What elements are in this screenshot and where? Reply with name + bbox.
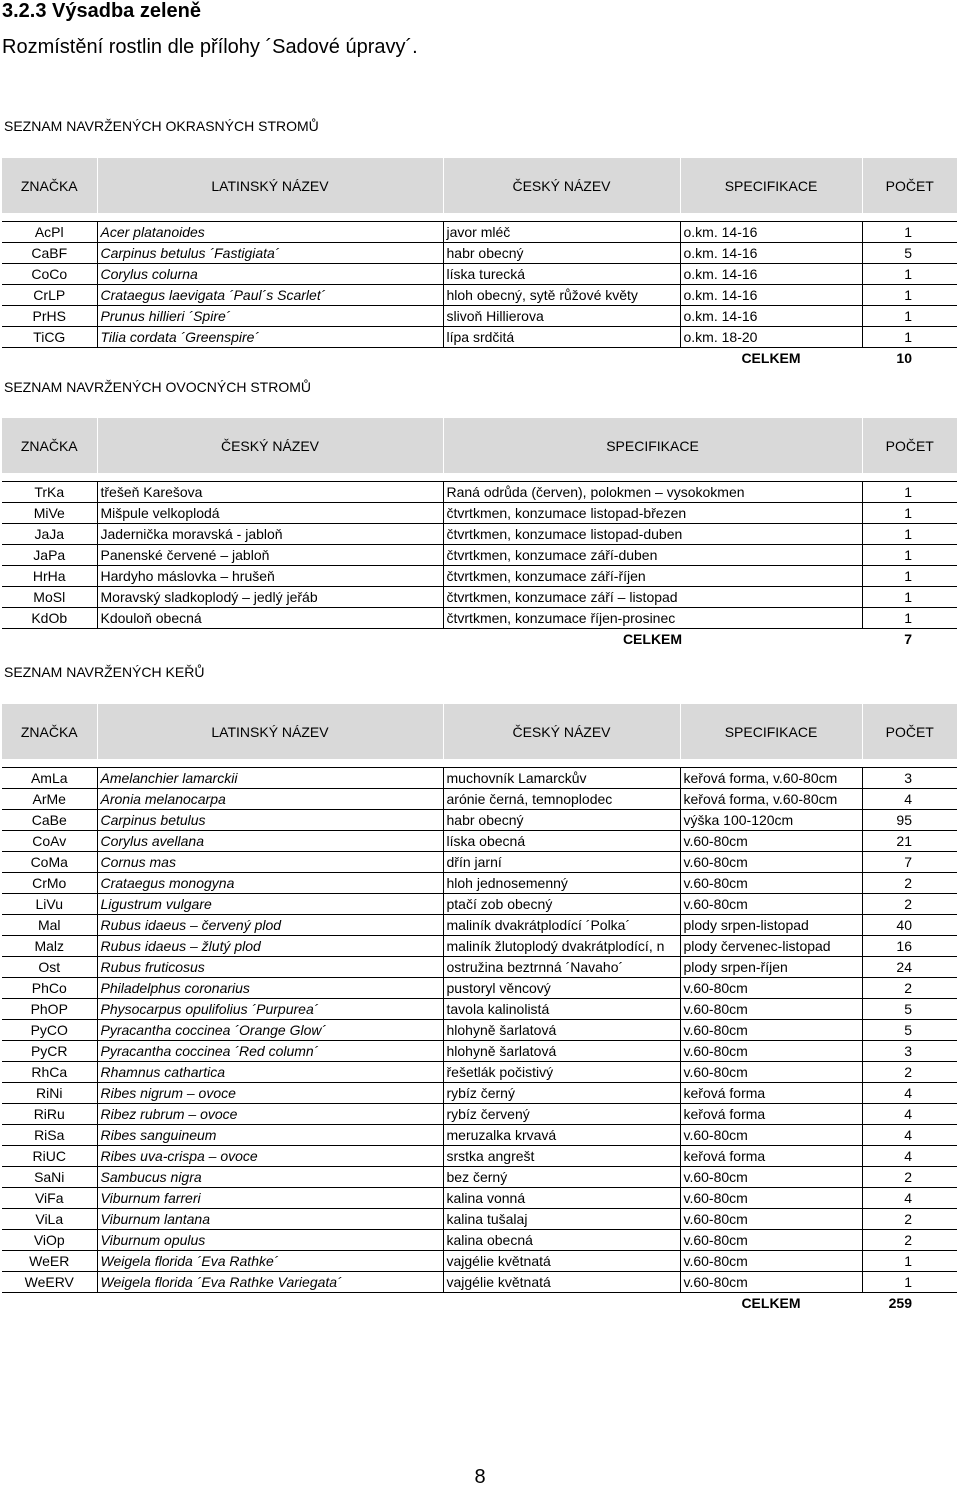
table-row (2, 1209, 957, 1230)
table-cell: Kdouloň obecná (97, 608, 443, 629)
table-cell: Ribes uva-crispa – ovoce (97, 1146, 443, 1167)
table-row (2, 894, 957, 915)
table-cell: PyCO (2, 1020, 97, 1041)
column-header: ZNAČKA (2, 158, 97, 213)
table-cell: Crataegus monogyna (97, 873, 443, 894)
table-cell: ArMe (2, 789, 97, 810)
column-header: LATINSKÝ NÁZEV (97, 158, 443, 213)
table-cell: v.60-80cm (680, 1188, 862, 1209)
table-header-row (2, 704, 957, 759)
table-cell: 4 (862, 1188, 957, 1209)
table-cell: Ribez rubrum – ovoce (97, 1104, 443, 1125)
shrubs-table (2, 704, 957, 1313)
table-cell: 5 (862, 999, 957, 1020)
table-cell: 2 (862, 894, 957, 915)
trees-title: SEZNAM NAVRŽENÝCH OKRASNÝCH STROMŮ (4, 118, 319, 134)
table-cell: v.60-80cm (680, 1041, 862, 1062)
table-header-row (2, 158, 957, 213)
table-cell: kalina tušalaj (443, 1209, 680, 1230)
section-subheading: Rozmístění rostlin dle přílohy ´Sadové úpravy´. (2, 36, 418, 58)
table-cell: keřová forma, v.60-80cm (680, 789, 862, 810)
section-heading: 3.2.3 Výsadba zeleně (2, 0, 202, 22)
table-cell: Sambucus nigra (97, 1167, 443, 1188)
table-cell: vajgélie květnatá (443, 1272, 680, 1293)
table-cell: KdOb (2, 608, 97, 629)
table-cell: 1 (862, 306, 957, 327)
table-cell: MiVe (2, 503, 97, 524)
table-cell: SaNi (2, 1167, 97, 1188)
table-cell: v.60-80cm (680, 1062, 862, 1083)
table-cell: tavola kalinolistá (443, 999, 680, 1020)
empty-cell (443, 1293, 680, 1314)
table-cell: keřová forma, v.60-80cm (680, 768, 862, 789)
table-cell: kalina obecná (443, 1230, 680, 1251)
table-cell: 4 (862, 1083, 957, 1104)
table-cell: v.60-80cm (680, 1125, 862, 1146)
total-row (2, 629, 957, 650)
table-row (2, 1251, 957, 1272)
table-cell: CrMo (2, 873, 97, 894)
column-header: POČET (862, 418, 957, 473)
fruit-title: SEZNAM NAVRŽENÝCH OVOCNÝCH STROMŮ (4, 379, 311, 395)
table-row (2, 222, 957, 243)
total-value: 259 (888, 1295, 912, 1311)
table-cell: CoAv (2, 831, 97, 852)
table-cell: Rubus fruticosus (97, 957, 443, 978)
table-cell: 1 (862, 1272, 957, 1293)
table-cell: Crataegus laevigata ´Paul´s Scarlet´ (97, 285, 443, 306)
table-cell: 2 (862, 978, 957, 999)
column-header: ČESKÝ NÁZEV (443, 158, 680, 213)
table-row (2, 566, 957, 587)
table-row (2, 1062, 957, 1083)
spacer-row (2, 213, 957, 222)
table-cell: 1 (862, 587, 957, 608)
table-cell: v.60-80cm (680, 999, 862, 1020)
table-cell: 1 (862, 524, 957, 545)
table-cell: Cornus mas (97, 852, 443, 873)
table-cell: vajgélie květnatá (443, 1251, 680, 1272)
table-cell: habr obecný (443, 810, 680, 831)
table-cell: muchovník Lamarckův (443, 768, 680, 789)
table-cell: 3 (862, 768, 957, 789)
table-cell: srstka angrešt (443, 1146, 680, 1167)
spacer-cell (2, 759, 957, 768)
empty-cell (97, 348, 443, 369)
table-cell: Weigela florida ´Eva Rathke´ (97, 1251, 443, 1272)
empty-cell (2, 1293, 97, 1314)
table-cell: o.km. 14-16 (680, 222, 862, 243)
table-cell: WeERV (2, 1272, 97, 1293)
table-cell: JaJa (2, 524, 97, 545)
table-cell: Rubus idaeus – červený plod (97, 915, 443, 936)
total-row (2, 348, 957, 369)
empty-cell (2, 348, 97, 369)
table-cell: 7 (862, 852, 957, 873)
table-row (2, 327, 957, 348)
table-cell: v.60-80cm (680, 1209, 862, 1230)
table-row (2, 1146, 957, 1167)
table-cell: TiCG (2, 327, 97, 348)
table-cell: PhCo (2, 978, 97, 999)
table-row (2, 936, 957, 957)
table-cell: Ribes nigrum – ovoce (97, 1083, 443, 1104)
table-cell: 2 (862, 1167, 957, 1188)
table-cell: TrKa (2, 482, 97, 503)
table-row (2, 915, 957, 936)
table-row (2, 873, 957, 894)
trees-table (2, 158, 957, 368)
table-cell: v.60-80cm (680, 1230, 862, 1251)
table-cell: Viburnum opulus (97, 1230, 443, 1251)
table-cell: líska obecná (443, 831, 680, 852)
table-cell: Prunus hillieri ´Spire´ (97, 306, 443, 327)
table-cell: kalina vonná (443, 1188, 680, 1209)
empty-cell (2, 629, 97, 650)
table-cell: plody srpen-listopad (680, 915, 862, 936)
table-cell: Corylus colurna (97, 264, 443, 285)
table-cell: Acer platanoides (97, 222, 443, 243)
table-row (2, 306, 957, 327)
table-cell: habr obecný (443, 243, 680, 264)
table-cell: plody srpen-říjen (680, 957, 862, 978)
table-row (2, 1083, 957, 1104)
table-cell: čtvrtkmen, konzumace listopad-duben (443, 524, 862, 545)
table-cell: PyCR (2, 1041, 97, 1062)
table-cell: Moravský sladkoplodý – jedlý jeřáb (97, 587, 443, 608)
table-cell: ptačí zob obecný (443, 894, 680, 915)
table-cell: čtvrtkmen, konzumace listopad-březen (443, 503, 862, 524)
total-row (2, 1293, 957, 1314)
table-cell: ostružina beztrnná ´Navaho´ (443, 957, 680, 978)
table-cell: CoCo (2, 264, 97, 285)
table-cell: Carpinus betulus ´Fastigiata´ (97, 243, 443, 264)
table-cell: v.60-80cm (680, 978, 862, 999)
table-cell: RiRu (2, 1104, 97, 1125)
table-cell: Carpinus betulus (97, 810, 443, 831)
table-row (2, 810, 957, 831)
table-cell: keřová forma (680, 1083, 862, 1104)
table-cell: Philadelphus coronarius (97, 978, 443, 999)
table-cell: Aronia melanocarpa (97, 789, 443, 810)
table-cell: arónie černá, temnoplodec (443, 789, 680, 810)
table-cell: RiSa (2, 1125, 97, 1146)
table-cell: v.60-80cm (680, 1020, 862, 1041)
table-cell: Pyracantha coccinea ´Orange Glow´ (97, 1020, 443, 1041)
table-cell: 4 (862, 1125, 957, 1146)
table-cell: Corylus avellana (97, 831, 443, 852)
table-cell: řešetlák počistivý (443, 1062, 680, 1083)
table-cell: třešeň Karešova (97, 482, 443, 503)
column-header: ZNAČKA (2, 418, 97, 473)
table-cell: RhCa (2, 1062, 97, 1083)
table-row (2, 608, 957, 629)
table-cell: 95 (862, 810, 957, 831)
table-cell: CaBF (2, 243, 97, 264)
table-cell: CrLP (2, 285, 97, 306)
table-cell: 4 (862, 1104, 957, 1125)
table-row (2, 264, 957, 285)
table-cell: 1 (862, 482, 957, 503)
table-cell: v.60-80cm (680, 831, 862, 852)
table-cell: Viburnum lantana (97, 1209, 443, 1230)
table-cell: v.60-80cm (680, 1167, 862, 1188)
table-cell: Rhamnus cathartica (97, 1062, 443, 1083)
table-cell: 2 (862, 1230, 957, 1251)
table-row (2, 789, 957, 810)
table-cell: Panenské červené – jabloň (97, 545, 443, 566)
column-header: LATINSKÝ NÁZEV (97, 704, 443, 759)
table-cell: ViFa (2, 1188, 97, 1209)
table-cell: Viburnum farreri (97, 1188, 443, 1209)
table-cell: v.60-80cm (680, 852, 862, 873)
table-cell: 5 (862, 243, 957, 264)
table-cell: v.60-80cm (680, 1251, 862, 1272)
table-cell: RiUC (2, 1146, 97, 1167)
table-cell: čtvrtkmen, konzumace září-duben (443, 545, 862, 566)
table-row (2, 587, 957, 608)
column-header: SPECIFIKACE (443, 418, 862, 473)
table-cell: Hardyho máslovka – hrušeň (97, 566, 443, 587)
empty-cell (97, 629, 443, 650)
table-cell: 16 (862, 936, 957, 957)
table-cell: 3 (862, 1041, 957, 1062)
table-cell: HrHa (2, 566, 97, 587)
table-row (2, 1125, 957, 1146)
table-cell: AmLa (2, 768, 97, 789)
table-cell: Weigela florida ´Eva Rathke Variegata´ (97, 1272, 443, 1293)
table-row (2, 1104, 957, 1125)
table-cell: CaBe (2, 810, 97, 831)
table-row (2, 482, 957, 503)
table-cell: čtvrtkmen, konzumace září – listopad (443, 587, 862, 608)
table-cell: Ligustrum vulgare (97, 894, 443, 915)
table-cell: čtvrtkmen, konzumace říjen-prosinec (443, 608, 862, 629)
table-cell: ViOp (2, 1230, 97, 1251)
table-cell: hloh jednosemenný (443, 873, 680, 894)
table-row (2, 1167, 957, 1188)
table-cell: plody červenec-listopad (680, 936, 862, 957)
table-cell: hloh obecný, sytě růžové květy (443, 285, 680, 306)
column-header: POČET (862, 704, 957, 759)
page-number: 8 (474, 1466, 486, 1488)
table-row (2, 999, 957, 1020)
fruit-table (2, 418, 957, 649)
table-cell: Amelanchier lamarckii (97, 768, 443, 789)
table-cell: 1 (862, 285, 957, 306)
table-cell: výška 100-120cm (680, 810, 862, 831)
table-row (2, 852, 957, 873)
table-row (2, 545, 957, 566)
table-cell: o.km. 14-16 (680, 264, 862, 285)
table-cell: maliník žlutoplodý dvakrátplodící, n (443, 936, 680, 957)
table-cell: Jadernička moravská - jabloň (97, 524, 443, 545)
table-cell: Mal (2, 915, 97, 936)
table-cell: RiNi (2, 1083, 97, 1104)
table-cell: v.60-80cm (680, 1272, 862, 1293)
table-cell: Malz (2, 936, 97, 957)
table-cell: 1 (862, 1251, 957, 1272)
table-cell: maliník dvakrátplodící ´Polka´ (443, 915, 680, 936)
total-label: CELKEM (741, 1295, 801, 1311)
table-row (2, 1230, 957, 1251)
table-cell: o.km. 14-16 (680, 285, 862, 306)
table-cell: hlohyně šarlatová (443, 1041, 680, 1062)
table-cell: lípa srdčitá (443, 327, 680, 348)
table-cell: PrHS (2, 306, 97, 327)
table-cell: 1 (862, 608, 957, 629)
table-cell: čtvrtkmen, konzumace září-říjen (443, 566, 862, 587)
table-cell: CoMa (2, 852, 97, 873)
table-row (2, 524, 957, 545)
table-cell: pustoryl věncový (443, 978, 680, 999)
total-label: CELKEM (741, 350, 801, 366)
column-header: POČET (862, 158, 957, 213)
table-row (2, 831, 957, 852)
empty-cell (97, 1293, 443, 1314)
table-cell: v.60-80cm (680, 894, 862, 915)
table-cell: keřová forma (680, 1104, 862, 1125)
table-row (2, 768, 957, 789)
spacer-cell (2, 473, 957, 482)
table-cell: 1 (862, 264, 957, 285)
table-cell: 2 (862, 1062, 957, 1083)
total-value: 10 (896, 350, 912, 366)
table-cell: PhOP (2, 999, 97, 1020)
table-row (2, 1041, 957, 1062)
table-cell: Rubus idaeus – žlutý plod (97, 936, 443, 957)
table-row (2, 1188, 957, 1209)
table-cell: MoSl (2, 587, 97, 608)
table-cell: javor mléč (443, 222, 680, 243)
table-cell: 2 (862, 873, 957, 894)
table-row (2, 503, 957, 524)
table-cell: LiVu (2, 894, 97, 915)
column-header: ČESKÝ NÁZEV (443, 704, 680, 759)
table-cell: bez černý (443, 1167, 680, 1188)
table-cell: hlohyně šarlatová (443, 1020, 680, 1041)
table-cell: 24 (862, 957, 957, 978)
table-cell: 21 (862, 831, 957, 852)
table-cell: JaPa (2, 545, 97, 566)
table-cell: 5 (862, 1020, 957, 1041)
table-cell: 1 (862, 222, 957, 243)
table-row (2, 285, 957, 306)
table-cell: rybíz černý (443, 1083, 680, 1104)
table-row (2, 978, 957, 999)
empty-cell (443, 348, 680, 369)
column-header: ČESKÝ NÁZEV (97, 418, 443, 473)
table-cell: Pyracantha coccinea ´Red column´ (97, 1041, 443, 1062)
table-cell: o.km. 14-16 (680, 243, 862, 264)
table-cell: ViLa (2, 1209, 97, 1230)
table-cell: slivoň Hillierova (443, 306, 680, 327)
column-header: SPECIFIKACE (680, 158, 862, 213)
table-cell: Ost (2, 957, 97, 978)
table-cell: o.km. 14-16 (680, 306, 862, 327)
table-cell: Raná odrůda (červen), polokmen – vysokokmen (443, 482, 862, 503)
table-cell: o.km. 18-20 (680, 327, 862, 348)
table-cell: Tilia cordata ´Greenspire´ (97, 327, 443, 348)
table-cell: rybíz červený (443, 1104, 680, 1125)
table-cell: 1 (862, 566, 957, 587)
table-cell: líska turecká (443, 264, 680, 285)
table-cell: 1 (862, 327, 957, 348)
total-label: CELKEM (622, 631, 683, 647)
column-header: SPECIFIKACE (680, 704, 862, 759)
table-cell: Physocarpus opulifolius ´Purpurea´ (97, 999, 443, 1020)
table-header-row (2, 418, 957, 473)
table-cell: AcPl (2, 222, 97, 243)
table-cell: Ribes sanguineum (97, 1125, 443, 1146)
table-cell: 1 (862, 503, 957, 524)
table-cell: v.60-80cm (680, 873, 862, 894)
spacer-row (2, 759, 957, 768)
table-cell: 4 (862, 1146, 957, 1167)
table-row (2, 957, 957, 978)
table-cell: meruzalka krvavá (443, 1125, 680, 1146)
spacer-row (2, 473, 957, 482)
table-row (2, 1272, 957, 1293)
table-row (2, 243, 957, 264)
table-cell: 4 (862, 789, 957, 810)
column-header: ZNAČKA (2, 704, 97, 759)
table-cell: 1 (862, 545, 957, 566)
spacer-cell (2, 213, 957, 222)
table-cell: keřová forma (680, 1146, 862, 1167)
table-cell: Mišpule velkoplodá (97, 503, 443, 524)
total-value: 7 (904, 631, 912, 647)
shrubs-title: SEZNAM NAVRŽENÝCH KEŘŮ (4, 664, 205, 680)
table-cell: 40 (862, 915, 957, 936)
table-row (2, 1020, 957, 1041)
table-cell: dřín jarní (443, 852, 680, 873)
table-cell: WeER (2, 1251, 97, 1272)
table-cell: 2 (862, 1209, 957, 1230)
